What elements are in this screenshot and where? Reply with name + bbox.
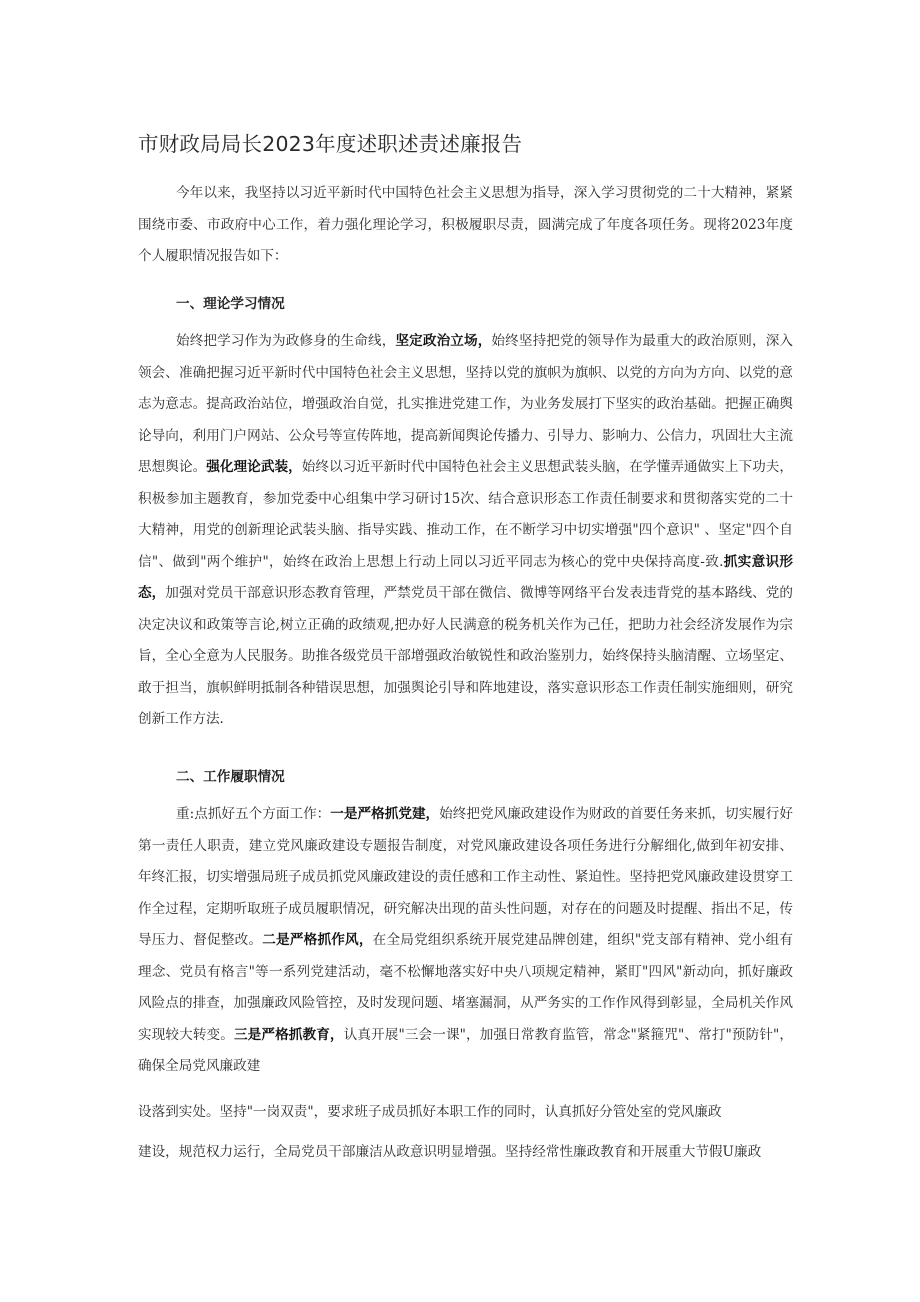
section2-bold-1: 一是严格抓党建， (330, 806, 440, 822)
section1-text-b: 始终坚持把党的领导作为最重大的政治原则，深入领会、准确把握习近平新时代中国特色社会主义思想，坚持以党的旗帜为旗帜、以党的方向为方向、以党的意志为意志。提高政治站位，增强政治自觉，扎实推进党建工作，为业务发展打下坚实的政治基础。把握正确舆论导向，利用门户网站、公众号等宣传阵地，提高新闻舆论传播力、引导力、影响力、公信力，巩固壮大主流思想舆论。 (138, 333, 794, 475)
intro-paragraph (138, 178, 793, 273)
section2-text (138, 799, 793, 1083)
section1-text-c: 始终以习近平新时代中国特色社会主义思想武装头脑，在学懂弄通做实上下功夫，积极参加主题教育，参加党委中心组集中学习研讨15次、结合意识形态工作责任制要求和贯彻落实党的二十大精神，用党的创新理论武装头脑、指导实践、推动工作，在不断学习中切实增强"四个意识" 、坚定"四个自信"、做到"两个维护"，始终在政治上思想上行动上同以习近平同志为核心的党中央保持高度-致. (138, 459, 793, 570)
section1-paragraph (138, 326, 793, 736)
section2-text-b: 始终把党风廉政建设作为财政的首要任务来抓，切实履行好第一责任人职责，建立党风廉政建设专题报告制度，对党风廉政建设各项任务进行分解细化,做到年初安排、年终汇报，切实增强局班子成员抓党风廉政建设的责任感和工作主动性、紧迫性。坚持把党风廉政建设贯穿工作全过程，定期听取班子成员履职情况，研究解决出现的苗头性问题，对存在的问题及时提醒、指出不足，传导压力、督促整改。 (138, 806, 793, 948)
section2-paragraph (138, 799, 793, 1083)
section2-heading: 二、工作履职情况 (176, 769, 285, 785)
section1-bold-1: 坚定政治立场， (395, 333, 492, 349)
section2-text-d: 认真开展"三会一课"，加强日常教育监管，常念"紧箍咒"、常打"预防针"，确保全局党风廉政建 (138, 1026, 794, 1074)
section2-bold-2: 二是严格抓作风， (262, 932, 373, 948)
section1-text (138, 326, 793, 736)
section2-text-a: 重:点抓好五个方面工作： (176, 806, 331, 822)
section1-text-d: 加强对党员干部意识形态教育管理，严禁党员干部在微信、微博等网络平台发表违背党的基本路线、党的决定决议和政策等言论,树立正确的政绩观,把办好人民满意的税务机关作为己任，把助力社会经济发展作为宗旨，全心全意为人民服务。助推各级党员干部增强政治敏锐性和政治鉴别力，始终保持头脑清醒、立场坚定、敢于担当，旗帜鲜明抵制各种错误思想，加强舆论引导和阵地建设，落实意识形态工作责任制实施细则，研究创新工作方法. (138, 585, 793, 727)
section2-continuation-2: 建设，规范权力运行，全局党员干部廉洁从政意识明显增强。坚持经常性廉政教育和开展重大节假U廉政 (138, 1144, 762, 1160)
intro-text: 今年以来，我坚持以习近平新时代中国特色社会主义思想为指导，深入学习贯彻党的二十大精神，紧紧围绕市委、市政府中心工作，着力强化理论学习，积极履职尽责，圆满完成了年度各项任务。现将2023年度个人履职情况报告如下： (138, 185, 793, 264)
section1-bold-3: 抓实意识形态， (138, 553, 793, 601)
section1-heading: 一、理论学习情况 (176, 296, 285, 312)
section1-bold-2: 强化理论武装， (206, 459, 302, 475)
document-title: 市财政局局长2023年度述职述责述廉报告 (138, 132, 523, 156)
section2-text-c: 在全局党组织系统开展党建品牌创建，组织"党支部有精神、党小组有理念、党员有格言"等一系列党建活动，毫不松懈地落实好中央八项规定精神，紧盯"四风"新动向，抓好廉政风险点的排查，加强廉政风险管控，及时发现问题、堵塞漏洞，从严务实的工作作风得到彰显，全局机关作风实现较大转变。 (138, 932, 794, 1043)
section2-continuation-1: 设落到实处。坚持"一岗双责"，要求班子成员抓好本职工作的同时，认真抓好分管处室的党风廉政 (138, 1104, 722, 1120)
section2-bold-3: 三是严格抓教育， (233, 1026, 344, 1043)
section1-text-a: 始终把学习作为为政修身的生命线， (176, 333, 396, 349)
